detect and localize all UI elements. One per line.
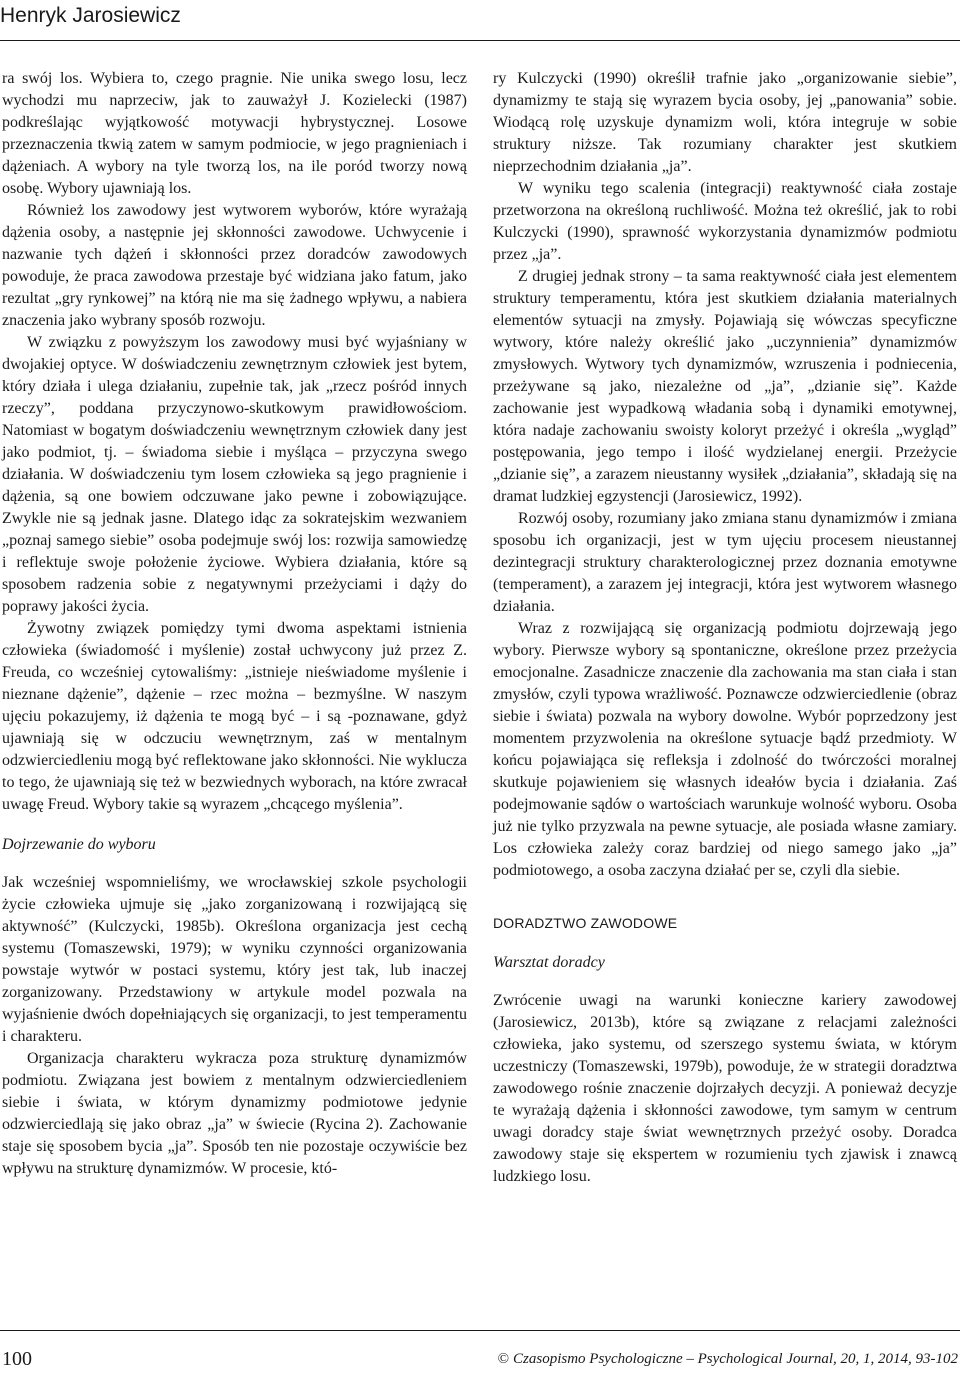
paragraph: Rozwój osoby, rozumiany jako zmiana stanu dynamizmów i zmiana sposobu ich organizacji, jest w tym ujęciu procesem nieustannej dezintegracji struktury charakterologicznej przez doznania emotywne (temperament), a zarazem jej integracji, która jest wytworem własnego działania. — [493, 510, 957, 615]
paragraph: Organizacja charakteru wykracza poza strukturę dynamizmów podmiotu. Związana jest bowiem z mentalnym odzwierciedleniem siebie i świata, w którym dynamizmy podmiotowe jedynie odzwierciedlają się jako obraz „ja” w świecie (Rycina 2). Zachowanie staje się sposobem bycia „ja”. Sposób ten nie pozostaje oczywiście bez wpływu na strukturę dynamizmów. W procesie, któ- — [2, 1050, 467, 1177]
paragraph: Z drugiej jednak strony – ta sama reaktywność ciała jest elementem struktury temperamentu, która jest skutkiem działania materialnych elementów sytuacji na zmysły. Pojawiają się wówczas specyficzne wytwory, które należy określić jako „uczynnienia” dynamizmów zmysłowych. Wytwory tych dynamizmów, wzruszenia i podniecenia, przeżywane są jako, niezależne od „ja”, „dzianie się”. Każde zachowanie jest wypadkową władania sobą i dynamiki emotywnej, która nadaje zachowaniu swoisty koloryt przeżyć i określa „wygląd” postępowania, jego tempo i ilość wydzielanej energii. Przeżycie „dzianie się”, a zarazem nieustanny wysiłek „działania”, składają się na dramat ludzkiej egzystencji (Jarosiewicz, 1992). — [493, 268, 957, 505]
paragraph: W związku z powyższym los zawodowy musi być wyjaśniany w dwojakiej optyce. W doświadczeniu zewnętrznym człowiek jest bytem, który działa i ulega działaniu, zupełnie tak, jak „rzecz pośród innych rzeczy”, poddana przyczynowo-skutkowym prawidłowościom. Natomiast w bogatym doświadczeniu wewnętrznym człowiek dany jest jako podmiot, tj. – świadoma siebie i myśląca – przyczyna swego działania. W doświadczeniu tym losem człowieka są jego pragnienie i dążenia, są one bowiem odczuwane jako pewne i zobowiązujące. Zwykle nie są jednak jasne. Dlatego idąc za sokratejskim wezwaniem „poznaj samego siebie” osoba podejmuje swój los: rozwija samowiedzę i reflektuje swoje położenie życiowe. Wybiera działania, które są sposobem radzenia sobie z negatywnymi przeżyciami i dąży do poprawy jakości życia. — [2, 334, 467, 615]
journal-name: Czasopismo Psychologiczne – Psychological Journal, 20, 1, 2014, 93-102 — [513, 1351, 958, 1367]
paragraph: Zwrócenie uwagi na warunki konieczne kariery zawodowej (Jarosiewicz, 2013b), które są związane z relacjami zależności człowieka, jako systemu, od szerszego systemu świata, w którym uczestniczy (Tomaszewski, 1979b), powoduje, że w strategii doradztwa zawodowego rośnie znaczenie dojrzałych decyzji. A ponieważ decyzje te wyrażają dążenia i skłonności zawodowe, tym samym w centrum uwagi doradcy staje świat wewnętrznych przeżyć osoby. Doradca zawodowy staje się ekspertem w rozumieniu tych zjawisk i znawcą ludzkiego losu. — [493, 992, 957, 1185]
copyright-icon: © — [497, 1351, 510, 1367]
paragraph: Żywotny związek pomiędzy tymi dwoma aspektami istnienia człowieka (świadomość i myślenie) został uchwycony już przez Z. Freuda, co wcześniej cytowaliśmy: „istnieje nieświadome myślenie i nieznane dążenie”, dążenie – rzec można – bezmyślne. W naszym ujęciu pokazujemy, iż dążenia te mogą być – i są -poznawane, gdyż ujawniają się w odczuciu wewnętrznym, zaś w mentalnym odzwierciedleniu mogą być reflektowane jako skłonności. Nie wyklucza to tego, że ujawniają się też w bezwiednych wyborach, na które zwracał uwagę Freud. Wybory takie są wyrazem „chcącego myślenia”. — [2, 620, 467, 813]
footer-rule — [0, 1330, 960, 1331]
page-number: 100 — [2, 1348, 32, 1370]
subheading-dojrzewanie: Dojrzewanie do wyboru — [2, 836, 156, 853]
paragraph: Wraz z rozwijającą się organizacją podmiotu dojrzewają jego wybory. Pierwsze wybory są spontaniczne, określone przez przeżycia emocjonalne. Zasadnicze znaczenie dla zachowania ma stan ciała i stan zmysłów, czyli typowa wrażliwość. Poznawcze odzwierciedlenie (obraz siebie i świata) pozwala na wybory dowolne. Wybór poprzedzony jest momentem przyzwolenia na określone sytuacje bądź przedmioty. W końcu pojawiająca się refleksja i zdolność do twórczości moralnej skutkuje pojawieniem się własnych ideałów bycia i działania. Zaś podejmowanie sądów o wartościach warunkuje wolność wyboru. Osoba już nie tylko przyzwala na pewne sytuacje, ale posiada własne zamiary. Los człowieka zależy coraz bardziej od niego samego jako „ja” podmiotowego, a osoba zaczyna działać per se, czyli dla siebie. — [493, 620, 957, 879]
running-head-author: Henryk Jarosiewicz — [0, 4, 181, 27]
paragraph: W wyniku tego scalenia (integracji) reaktywność ciała zostaje przetworzona na określoną ruchliwość. Można też określić, jak to robi Kulczycki (1990), sprawność wykorzystania dynamizmów podmiotu przez „ja”. — [493, 180, 957, 263]
left-column — [2, 68, 467, 1180]
paragraph: ry Kulczycki (1990) określił trafnie jako „organizowanie siebie”, dynamizmy te stają się wyrazem bycia osoby, jej „panowania” sobie. Wiodącą rolę uzyskuje dynamizm woli, która integruje w sobie struktury niższe. Tak rozumiany charakter jest skutkiem nieprzechodnim działania „ja”. — [493, 70, 957, 175]
journal-citation — [498, 1351, 958, 1368]
right-column — [493, 68, 957, 1188]
header-rule — [0, 40, 960, 41]
page-header — [0, 0, 960, 42]
paragraph: Również los zawodowy jest wytworem wyborów, które wyrażają dążenia osoby, a następnie jej skłonności zawodowe. Uchwycenie i nazwanie tych dążeń i skłonności przez doradców zawodowych powoduje, że praca zawodowa przestaje być widziana jako fatum, jako rezultat „gry rynkowej” na którą nie ma się żadnego wpływu, a nabiera znaczenia jako wybrany sposób rozwoju. — [2, 202, 467, 329]
paragraph: Jak wcześniej wspomnieliśmy, we wrocławskiej szkole psychologii życie człowieka ujmuje się „jako zorganizowaną i rozwijającą się aktywność” (Kulczycki, 1985b). Określona organizacja jest cechą systemu (Tomaszewski, 1979); w wyniku czynności organizowania powstaje wytwór w postaci systemu, który jest tak, lub inaczej zorganizowany. Przedstawiony w artykule model pozwala na wyjaśnienie dwóch dopełniających się organizacji, to jest temperamentu i charakteru. — [2, 874, 467, 1045]
paragraph: ra swój los. Wybiera to, czego pragnie. Nie unika swego losu, lecz wychodzi mu naprzeciw, jak to zauważył J. Kozielecki (1987) podkreślając wyjątkowość motywacji hybrystycznej. Losowe przeznaczenia tkwią zatem w samym podmiocie, w jego pragnieniach i dążeniach. A wybory na tyle tworzą los, na ile poród tworzy nową osobę. Wybory ujawniają los. — [2, 70, 467, 197]
subheading-warsztat: Warsztat doradcy — [493, 954, 605, 971]
section-heading: DORADZTWO ZAWODOWE — [493, 915, 678, 931]
page-footer — [0, 1330, 960, 1375]
